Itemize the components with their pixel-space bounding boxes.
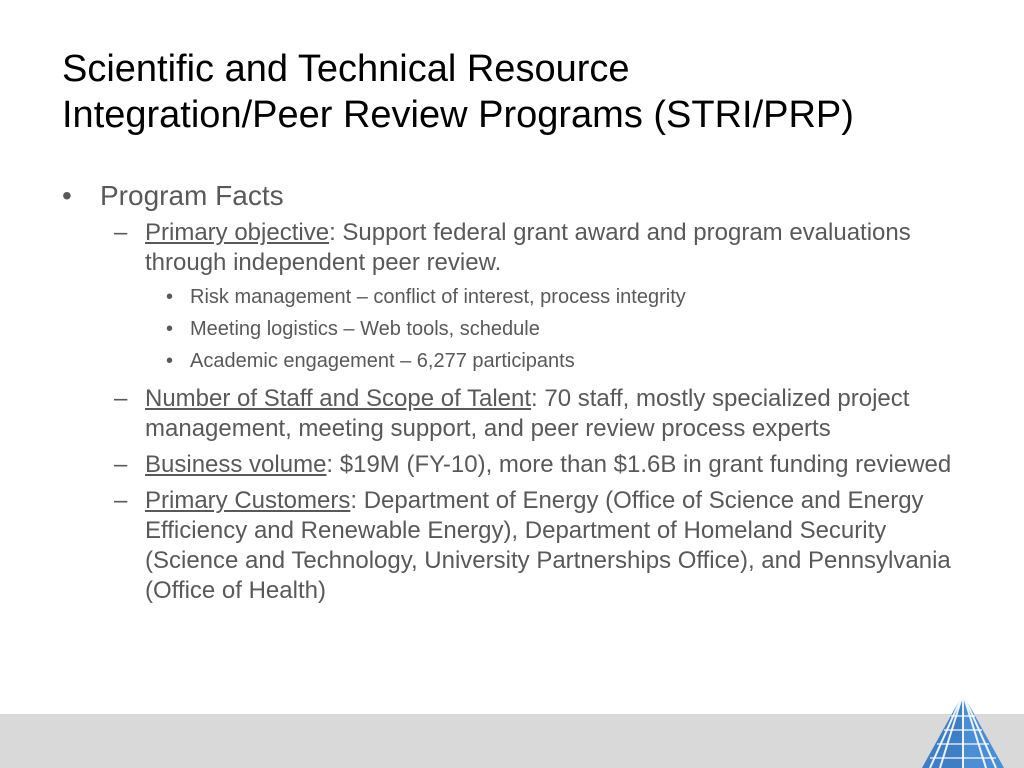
business-volume-text: : $19M (FY-10), more than $1.6B in grant funding reviewed	[326, 451, 952, 478]
meeting-logistics-text: Meeting logistics – Web tools, schedule	[190, 318, 540, 340]
sub-bullet-staff-and-talent	[0, 384, 1024, 444]
detail-bullet-academic-engagement	[0, 348, 1024, 374]
primary-customers-text: : Department of Energy (Office of Science and Energy Efficiency and Renewable Energy), Department of Homeland Security (Science and Technology, University Partnerships Office), and Pennsylvania (Office of Health)	[145, 487, 951, 604]
bullet-program-facts-text: Program Facts	[100, 180, 284, 211]
bullet-dot-icon: •	[62, 180, 72, 211]
slide-title-line-2: Integration/Peer Review Programs (STRI/PRP)	[62, 94, 854, 136]
small-bullet-dot-icon: •	[166, 318, 174, 340]
staff-and-talent-text: : 70 staff, mostly specialized project management, meeting support, and peer review process experts	[145, 385, 910, 442]
business-volume-label: Business volume	[145, 451, 327, 478]
sub-bullet-primary-objective	[0, 218, 1024, 278]
small-bullet-dot-icon: •	[166, 350, 174, 372]
dash-bullet-icon: –	[114, 219, 128, 246]
slide-title	[62, 46, 982, 138]
sub-bullet-primary-customers	[0, 486, 1024, 606]
primary-objective-text: : Support federal grant award and program evaluations through independent peer review.	[145, 219, 911, 276]
small-bullet-dot-icon: •	[166, 286, 174, 308]
detail-bullet-risk-management	[0, 284, 1024, 310]
detail-bullet-meeting-logistics	[0, 316, 1024, 342]
staff-and-talent-label: Number of Staff and Scope of Talent	[145, 385, 532, 412]
risk-management-text: Risk management – conflict of interest, process integrity	[190, 286, 686, 308]
primary-customers-label: Primary Customers	[145, 487, 351, 514]
slide-body	[0, 180, 1024, 606]
dash-bullet-icon: –	[114, 451, 128, 478]
primary-objective-label: Primary objective	[145, 219, 330, 246]
dash-bullet-icon: –	[114, 487, 128, 514]
dash-bullet-icon: –	[114, 385, 128, 412]
bullet-program-facts	[0, 180, 1024, 212]
slide-title-line-1: Scientific and Technical Resource	[62, 48, 630, 90]
sub-bullet-business-volume	[0, 450, 1024, 480]
blue-faceted-triangle-logo-icon	[918, 690, 1008, 768]
academic-engagement-text: Academic engagement – 6,277 participants	[190, 350, 575, 372]
footer-bar	[0, 714, 1024, 768]
